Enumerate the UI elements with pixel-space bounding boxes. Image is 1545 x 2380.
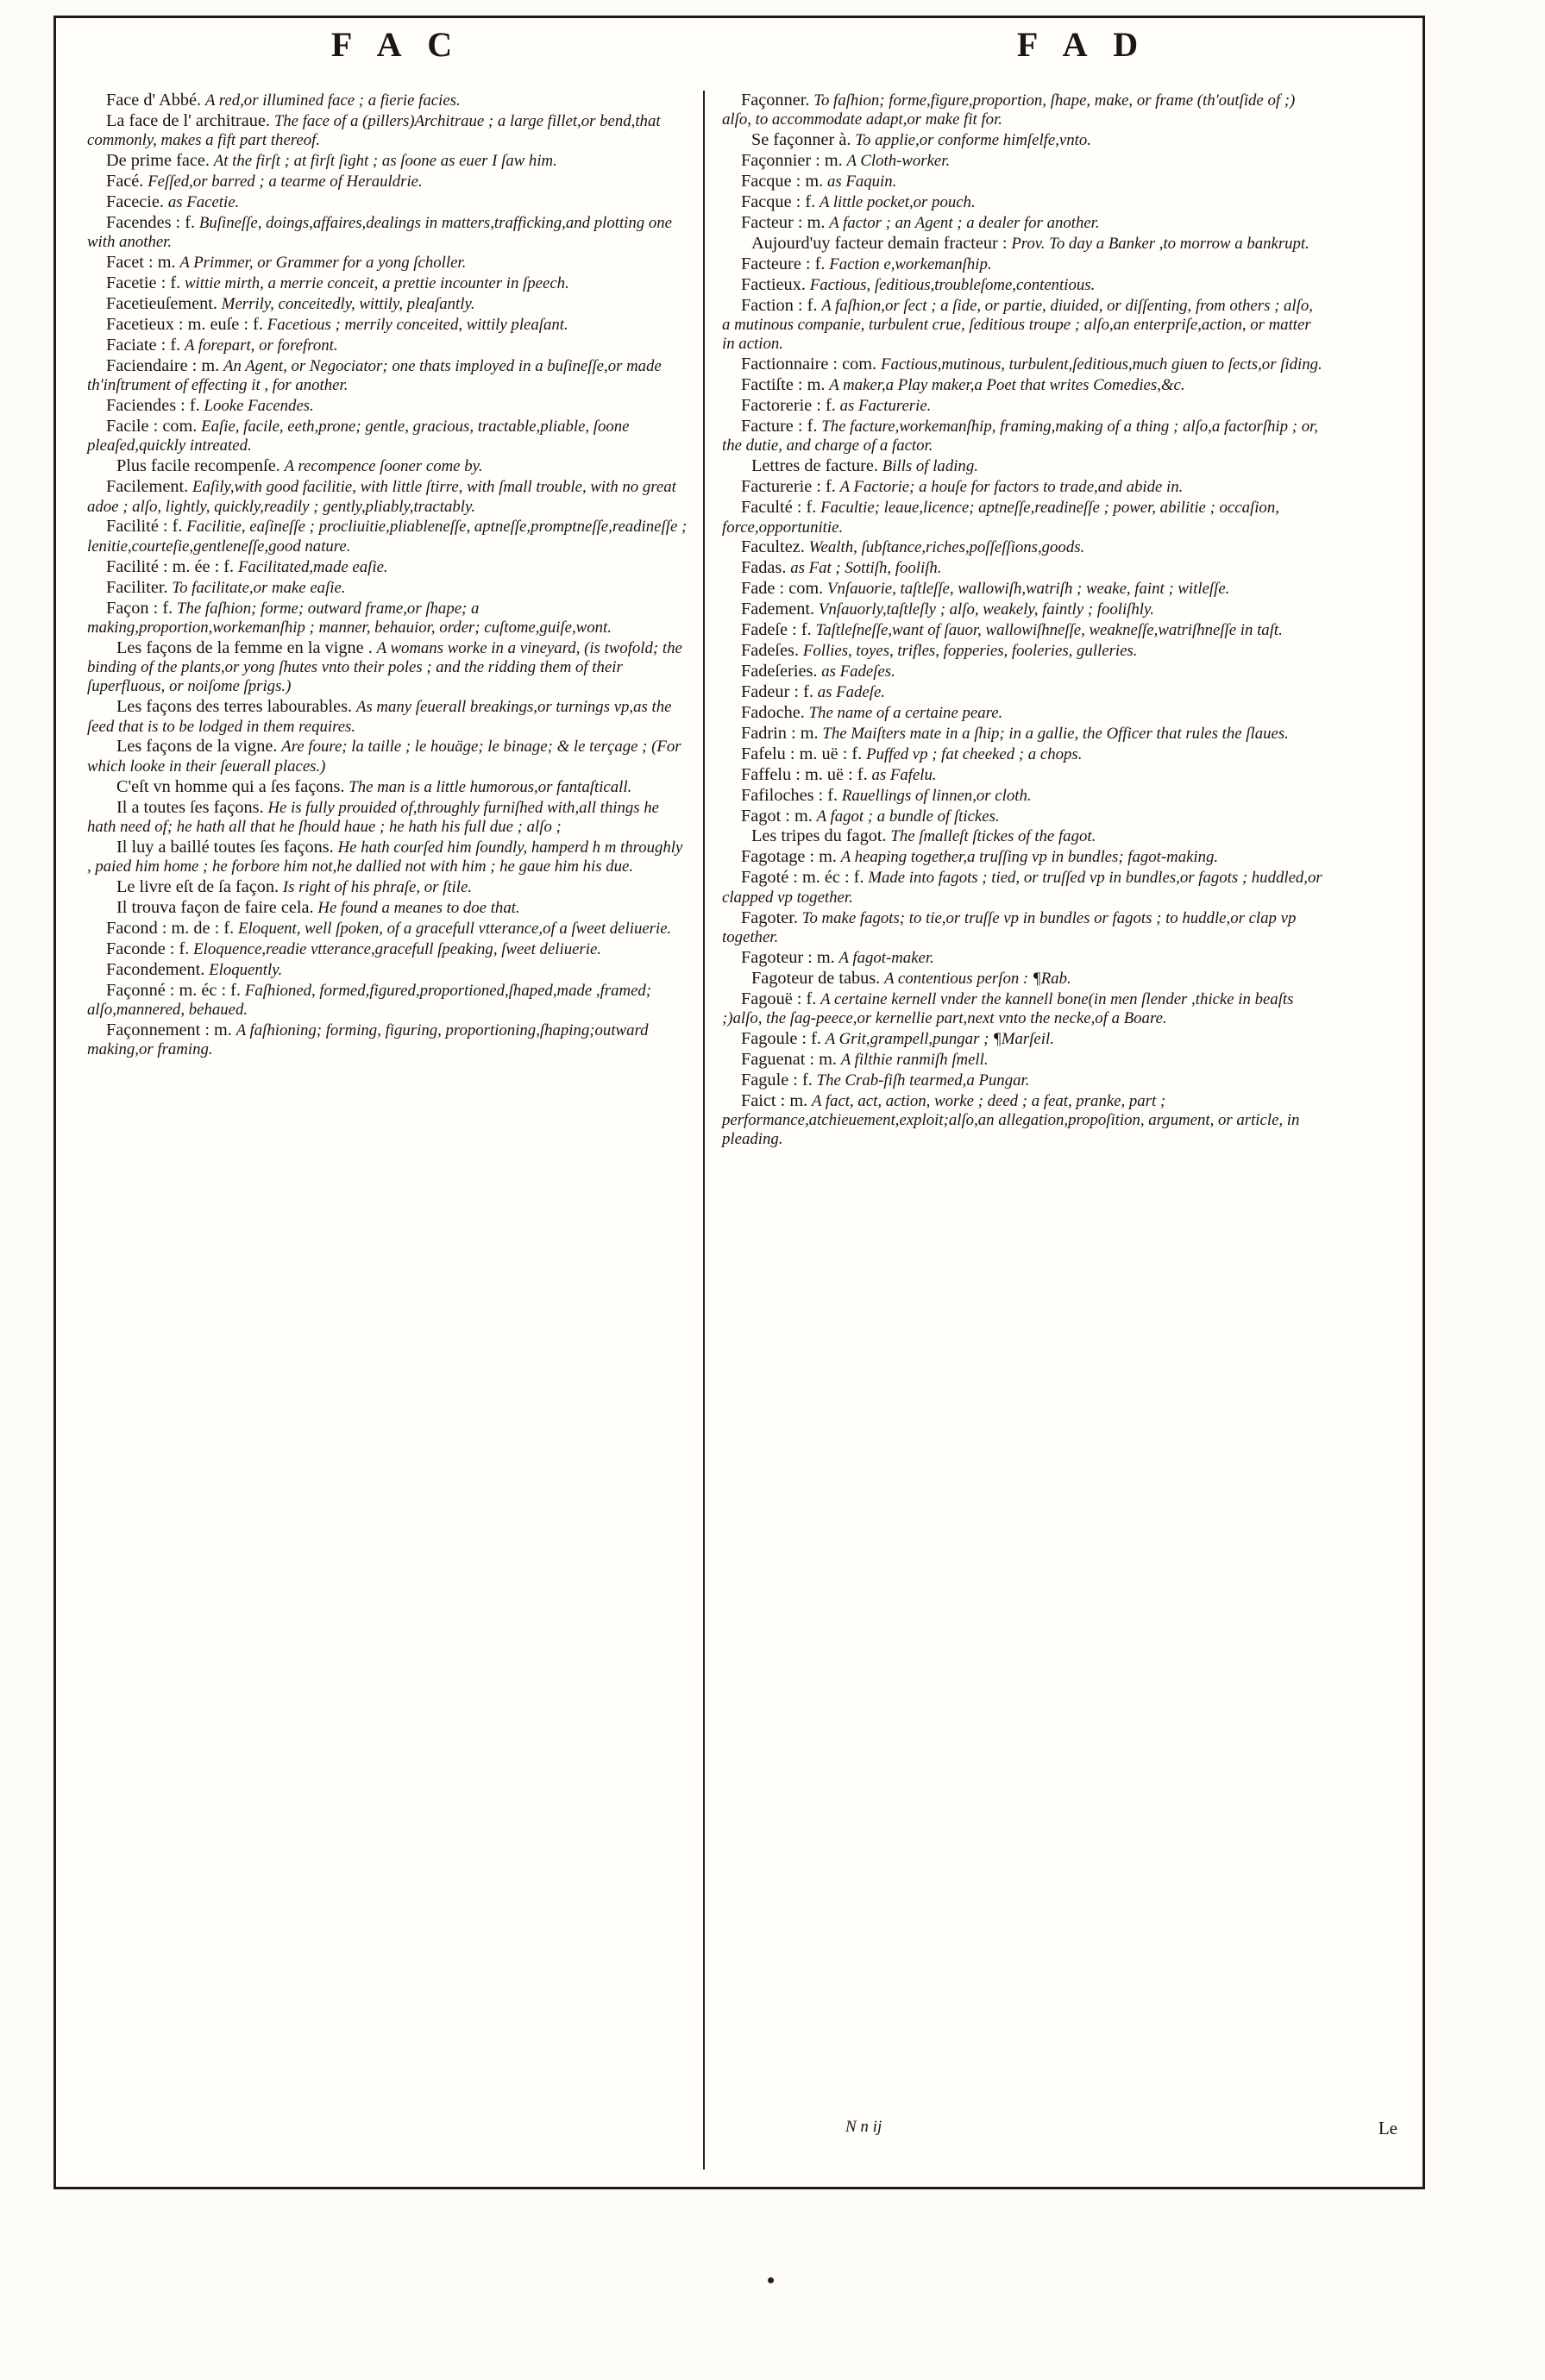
- dictionary-entry: [87, 336, 688, 355]
- entry-definition: Looke Facendes.: [204, 397, 314, 416]
- entry-headword: Les façons de la femme en la vigne .: [116, 637, 373, 657]
- entry-headword: Faconde : f.: [106, 939, 190, 958]
- entry-definition: He hath courſed him ſoundly, hamperd h m throughly , paied him home ; he forbore him not,he dallied not with him ; he gaue him his due.: [87, 838, 683, 876]
- running-head-left: F A C: [330, 25, 462, 64]
- entry-headword: Faffelu : m. uë : f.: [741, 764, 868, 784]
- dictionary-entry: [87, 172, 688, 192]
- text-columns: [82, 91, 1402, 2170]
- entry-definition: A fagot-maker.: [838, 948, 934, 967]
- dictionary-entry: [722, 847, 1322, 867]
- dictionary-entry: [87, 557, 688, 577]
- dictionary-entry: [722, 579, 1322, 599]
- entry-definition: as Fafelu.: [871, 765, 937, 784]
- entry-definition: A faſhion,or ſect ; a ſide, or partie, diuided, or diſſenting, from others ; alſo, a mutinous companie, turbulent crue, ſeditious troupe ; alſo,an enterpriſe,action, or matter in action.: [722, 296, 1313, 354]
- entry-definition: The faſhion; forme; outward frame,or ſhape; a making,proportion,workemanſhip ; manner, behauior, order; cuſtome,guiſe,wont.: [87, 599, 612, 637]
- dictionary-entry: [87, 697, 688, 737]
- print-speck: [768, 2277, 774, 2283]
- entry-definition: To make fagots; to tie,or truſſe vp in bundles or fagots ; to huddle,or clap vp together.: [722, 908, 1297, 946]
- entry-headword: Fadeſes.: [741, 641, 800, 661]
- entry-headword: Factorerie : f.: [741, 396, 836, 416]
- entry-definition: A fact, act, action, worke ; deed ; a feat, pranke, part ; performance,atchieuement,exploit;alſo,an allegation,propoſition, argument, or article, in pleading.: [722, 1091, 1300, 1149]
- dictionary-entry: [722, 807, 1322, 826]
- running-head: [53, 24, 1425, 85]
- entry-definition: Puffed vp ; fat cheeked ; a chops.: [866, 744, 1083, 763]
- entry-headword: Fade : com.: [741, 579, 824, 599]
- dictionary-entry: [87, 798, 688, 838]
- entry-headword: Le livre eſt de ſa façon.: [116, 877, 279, 897]
- dictionary-entry: [87, 417, 688, 456]
- entry-definition: A factor ; an Agent ; a dealer for another.: [829, 213, 1100, 232]
- entry-headword: Plus facile recompenſe.: [116, 456, 280, 476]
- entry-headword: Facque : m.: [741, 172, 824, 192]
- entry-headword: Fadeur : f.: [741, 681, 813, 701]
- entry-definition: wittie mirth, a merrie conceit, a prettie incounter in ſpeech.: [184, 274, 569, 293]
- entry-headword: Fagotage : m.: [741, 847, 837, 867]
- entry-definition: Rauellings of linnen,or cloth.: [841, 786, 1032, 805]
- dictionary-entry: [87, 356, 688, 396]
- dictionary-entry: [87, 213, 688, 253]
- entry-headword: Facultez.: [741, 537, 805, 557]
- entry-headword: Facilité : m. ée : f.: [106, 556, 235, 576]
- entry-headword: La face de l' architraue.: [106, 110, 270, 130]
- entry-headword: Factiſte : m.: [741, 375, 826, 395]
- entry-definition: Prov. To day a Banker ,to morrow a bankrupt.: [1011, 234, 1309, 253]
- entry-definition: As many ſeuerall breakings,or turnings vp,as the ſeed that is to be lodged in them requires.: [87, 698, 672, 736]
- entry-definition: Eloquent, well ſpoken, of a gracefull vtterance,of a ſweet deliuerie.: [237, 919, 672, 938]
- dictionary-entry: [722, 662, 1322, 681]
- entry-headword: Fagouë : f.: [741, 989, 817, 1008]
- dictionary-entry: [722, 1050, 1322, 1070]
- entry-definition: Vnſauorie, taſtleſſe, wallowiſh,watriſh ; weake, faint ; witleſſe.: [827, 580, 1230, 599]
- entry-headword: Façon : f.: [106, 598, 173, 618]
- dictionary-entry: [722, 826, 1322, 846]
- entry-headword: Facile : com.: [106, 417, 198, 436]
- entry-headword: Fadas.: [741, 558, 787, 578]
- entry-headword: Fadeſe : f.: [741, 620, 812, 640]
- entry-headword: Fagoteur : m.: [741, 947, 835, 967]
- dictionary-entry: [722, 355, 1322, 374]
- entry-headword: Il a toutes ſes façons.: [116, 797, 264, 817]
- dictionary-entry: [722, 682, 1322, 702]
- dictionary-entry: [722, 130, 1322, 150]
- dictionary-entry: [722, 620, 1322, 640]
- entry-definition: Follies, toyes, trifles, fopperies, fooleries, gulleries.: [802, 642, 1138, 661]
- entry-headword: Se façonner à.: [751, 130, 851, 150]
- dictionary-entry: [87, 877, 688, 897]
- dictionary-entry: [87, 737, 688, 776]
- entry-definition: At the firſt ; at firſt ſight ; as ſoone as euer I ſaw him.: [213, 152, 557, 171]
- entry-definition: Made into fagots ; tied, or truſſed vp in bundles,or fagots ; huddled,or clapped vp together.: [722, 869, 1322, 907]
- entry-headword: Façonné : m. éc : f.: [106, 980, 242, 1000]
- entry-definition: A fagot ; a bundle of ſtickes.: [816, 807, 1000, 826]
- signature-mark: N n ij: [845, 2118, 882, 2136]
- entry-headword: Fagoule : f.: [741, 1028, 821, 1048]
- entry-definition: The Crab-fiſh tearmed,a Pungar.: [816, 1071, 1030, 1090]
- dictionary-entry: [722, 765, 1322, 785]
- entry-definition: The facture,workemanſhip, framing,making of a thing ; alſo,a factorſhip ; or, the dutie, and charge of a factor.: [722, 418, 1319, 455]
- entry-headword: Facet : m.: [106, 253, 176, 273]
- entry-definition: Bills of lading.: [882, 457, 978, 476]
- entry-definition: A Primmer, or Grammer for a yong ſcholler.: [179, 254, 467, 273]
- entry-definition: Eloquence,readie vtterance,gracefull ſpeaking, ſweet deliuerie.: [193, 939, 601, 958]
- entry-headword: Fafelu : m. uë : f.: [741, 744, 863, 763]
- entry-headword: Il trouva façon de faire cela.: [116, 897, 314, 917]
- entry-definition: A faſhioning; forming, figuring, proportioning,ſhaping;outward making,or framing.: [87, 1020, 649, 1059]
- entry-definition: Wealth, ſubſtance,riches,poſſeſſions,goods.: [808, 538, 1085, 557]
- entry-headword: Façonnement : m.: [106, 1020, 232, 1039]
- dictionary-entry: [722, 172, 1322, 192]
- dictionary-entry: [722, 1071, 1322, 1090]
- entry-headword: Face d' Abbé.: [106, 91, 202, 110]
- entry-headword: Factieux.: [741, 274, 806, 294]
- entry-definition: A filthie ranmiſh ſmell.: [840, 1050, 989, 1069]
- dictionary-entry: [87, 599, 688, 638]
- dictionary-entry: [87, 777, 688, 797]
- dictionary-entry: [722, 600, 1322, 619]
- dictionary-entry: [722, 868, 1322, 907]
- dictionary-entry: [722, 969, 1322, 989]
- dictionary-entry: [722, 477, 1322, 497]
- entry-headword: Les façons de la vigne.: [116, 737, 278, 757]
- entry-headword: Fagoté : m. éc : f.: [741, 868, 864, 888]
- entry-definition: The face of a (pillers)Architraue ; a large fillet,or bend,that commonly, makes a fift part thereof.: [87, 111, 661, 150]
- dictionary-entry: [87, 151, 688, 171]
- entry-definition: The man is a little humorous,or fantaſticall.: [349, 777, 632, 796]
- entry-headword: Façonner.: [741, 91, 810, 110]
- entry-definition: as Facturerie.: [839, 397, 932, 416]
- entry-headword: Lettres de facture.: [751, 456, 878, 476]
- entry-definition: Buſineſſe, doings,affaires,dealings in matters,trafficking,and plotting one with another.: [87, 213, 672, 252]
- entry-definition: A certaine kernell vnder the kannell bone(in men ſlender ,thicke in beaſts ;)alſo, the ſag-peece,or kernellie part,next vnto the necke,of a Boare.: [722, 989, 1294, 1028]
- entry-headword: Aujourd'uy facteur demain fracteur :: [751, 233, 1008, 253]
- entry-headword: Facque : f.: [741, 192, 816, 212]
- entry-definition: The name of a certaine peare.: [808, 703, 1003, 722]
- entry-definition: Factious, ſeditious,troubleſome,contentious.: [809, 275, 1096, 294]
- entry-headword: Facond : m. de : f.: [106, 918, 235, 938]
- entry-headword: Les tripes du fagot.: [751, 826, 887, 846]
- entry-definition: To applie,or conforme himſelfe,vnto.: [855, 131, 1091, 150]
- entry-headword: Facetie : f.: [106, 273, 181, 293]
- entry-headword: Facteur : m.: [741, 212, 826, 232]
- dictionary-entry: [87, 960, 688, 980]
- dictionary-entry: [722, 417, 1322, 456]
- entry-headword: Facture : f.: [741, 417, 818, 436]
- dictionary-entry: [87, 253, 688, 273]
- entry-definition: The Maiſters mate in a ſhip; in a gallie, the Officer that rules the ſlaues.: [822, 724, 1289, 743]
- entry-headword: Fadrin : m.: [741, 723, 819, 743]
- page-footer: [845, 2118, 1397, 2139]
- entry-definition: Faction e,workemanſhip.: [829, 254, 992, 273]
- entry-headword: Facturerie : f.: [741, 477, 836, 497]
- entry-headword: Faciate : f.: [106, 335, 181, 355]
- entry-definition: To facilitate,or make eaſie.: [172, 578, 346, 597]
- dictionary-entry: [722, 213, 1322, 233]
- dictionary-entry: [87, 638, 688, 697]
- dictionary-entry: [87, 294, 688, 314]
- dictionary-entry: [87, 981, 688, 1020]
- entry-definition: Vnſauorly,taſtleſly ; alſo, weakely, faintly ; fooliſhly.: [818, 600, 1154, 619]
- entry-definition: A womans worke in a vineyard, (is twofold; the binding of the plants,or yong ſhutes vnto their poles ; and the ridding them of their ſuperfluous, or noiſome ſprigs.): [87, 638, 682, 696]
- dictionary-entry: [87, 315, 688, 335]
- entry-headword: Faciendes : f.: [106, 396, 200, 416]
- entry-headword: Fadoche.: [741, 702, 805, 722]
- entry-headword: Facé.: [106, 172, 144, 192]
- entry-definition: Eloquently.: [209, 960, 283, 979]
- entry-definition: as Fadeſes.: [821, 662, 895, 681]
- dictionary-entry: [722, 151, 1322, 171]
- dictionary-entry: [722, 537, 1322, 557]
- entry-headword: Facilement.: [106, 477, 189, 497]
- dictionary-entry: [722, 375, 1322, 395]
- entry-definition: He found a meanes to doe that.: [317, 898, 520, 917]
- dictionary-entry: [722, 641, 1322, 661]
- entry-definition: A Grit,grampell,pungar ; ¶Marſeil.: [825, 1029, 1054, 1048]
- dictionary-entry: [87, 838, 688, 877]
- entry-headword: Faict : m.: [741, 1090, 808, 1110]
- entry-headword: De prime face.: [106, 151, 210, 171]
- column-left: [82, 91, 705, 2170]
- dictionary-entry: [722, 254, 1322, 274]
- dictionary-entry: [722, 558, 1322, 578]
- entry-headword: Fagoteur de tabus.: [751, 968, 881, 988]
- dictionary-entry: [722, 908, 1322, 948]
- entry-definition: A forepart, or forefront.: [184, 336, 338, 355]
- entry-definition: Facetious ; merrily conceited, wittily pleaſant.: [267, 316, 568, 334]
- dictionary-entry: [87, 477, 688, 517]
- dictionary-entry: [87, 91, 688, 110]
- entry-headword: C'eſt vn homme qui a ſes façons.: [116, 776, 345, 796]
- entry-definition: as Fat ; Sottiſh, fooliſh.: [790, 559, 942, 578]
- entry-headword: Facondement.: [106, 959, 205, 979]
- entry-definition: A red,or illumined face ; a fierie facies.: [204, 91, 461, 110]
- running-head-right: F A D: [1016, 25, 1148, 64]
- entry-definition: The ſmalleſt ſtickes of the fagot.: [890, 827, 1096, 846]
- dictionary-entry: [722, 234, 1322, 254]
- entry-headword: Fadement.: [741, 600, 815, 619]
- entry-definition: Factious,mutinous, turbulent,ſeditious,much giuen to ſects,or ſiding.: [880, 355, 1322, 374]
- dictionary-entry: [87, 192, 688, 212]
- entry-definition: A Cloth-worker.: [846, 152, 951, 171]
- entry-definition: Is right of his phraſe, or ſtile.: [282, 878, 473, 897]
- dictionary-entry: [87, 456, 688, 476]
- entry-headword: Fagule : f.: [741, 1070, 813, 1090]
- entry-headword: Les façons des terres labourables.: [116, 697, 353, 717]
- entry-definition: Faſhioned, formed,figured,proportioned,ſhaped,made ,framed; alſo,mannered, behaued.: [87, 981, 652, 1020]
- entry-headword: Faciliter.: [106, 577, 168, 597]
- entry-headword: Facteure : f.: [741, 254, 826, 273]
- entry-headword: Facetieuſement.: [106, 294, 217, 314]
- entry-definition: A heaping together,a truſſing vp in bundles; fagot-making.: [840, 848, 1219, 867]
- dictionary-entry: [87, 517, 688, 556]
- entry-definition: Eaſie, facile, eeth,prone; gentle, gracious, tractable,pliable, ſoone pleaſed,quickly intreated.: [87, 418, 630, 455]
- dictionary-entry: [87, 939, 688, 959]
- entry-headword: Facetieux : m. euſe : f.: [106, 315, 263, 334]
- dictionary-entry: [722, 1029, 1322, 1049]
- dictionary-entry: [722, 456, 1322, 476]
- dictionary-entry: [722, 1091, 1322, 1150]
- entry-definition: Eaſily,with good facilitie, with little ſtirre, with ſmall trouble, with no great adoe ; alſo, lightly, quickly,readily ; gently,pliably,tractably.: [87, 478, 676, 516]
- dictionary-entry: [87, 1020, 688, 1060]
- dictionary-entry: [87, 919, 688, 939]
- entry-definition: Merrily, conceitedly, wittily, pleaſantly.: [221, 295, 475, 314]
- entry-headword: Fafiloches : f.: [741, 785, 838, 805]
- entry-definition: A little pocket,or pouch.: [820, 193, 976, 212]
- entry-definition: An Agent, or Negociator; one thats imployed in a buſineſſe,or made th'inſtrument of effecting it , for another.: [87, 356, 662, 395]
- dictionary-entry: [722, 786, 1322, 806]
- dictionary-entry: [87, 578, 688, 598]
- entry-definition: He is fully prouided of,throughly furniſhed with,all things he hath need of; he hath all that he ſhould haue ; he hath his full due ; alſo ;: [87, 798, 659, 837]
- entry-headword: Facendes : f.: [106, 212, 196, 232]
- dictionary-entry: [722, 498, 1322, 537]
- entry-headword: Fadeſeries.: [741, 661, 818, 681]
- dictionary-entry: [722, 724, 1322, 744]
- dictionary-entry: [87, 111, 688, 151]
- entry-headword: Façonnier : m.: [741, 151, 843, 171]
- entry-definition: Facilitie, eaſineſſe ; procliuitie,pliableneſſe, aptneſſe,promptneſſe,readineſſe ; lenitie,courteſie,gentleneſſe,good nature.: [87, 518, 688, 556]
- column-right: [705, 91, 1328, 2170]
- entry-headword: Factionnaire : com.: [741, 355, 877, 374]
- dictionary-entry: [722, 703, 1322, 723]
- dictionary-entry: [722, 192, 1322, 212]
- entry-definition: A contentious perſon : ¶Rab.: [884, 969, 1071, 988]
- entry-headword: Faguenat : m.: [741, 1049, 837, 1069]
- dictionary-entry: [87, 898, 688, 918]
- dictionary-entry: [722, 275, 1322, 295]
- entry-definition: A Factorie; a houſe for factors to trade,and abide in.: [839, 478, 1184, 497]
- entry-headword: Faciendaire : m.: [106, 355, 220, 375]
- entry-headword: Faction : f.: [741, 295, 818, 315]
- dictionary-entry: [722, 948, 1322, 968]
- entry-definition: Facultie; leaue,licence; aptneſſe,readineſſe ; power, abilitie ; occaſion, force,opportunitie.: [722, 499, 1279, 537]
- entry-definition: Are foure; la taille ; le houäge; le binage; & le terçage ; (For which looke in their ſeuerall places.): [87, 738, 681, 776]
- entry-definition: as Facetie.: [167, 193, 240, 212]
- entry-definition: A maker,a Play maker,a Poet that writes Comedies,&c.: [829, 376, 1185, 395]
- entry-definition: A recompence ſooner come by.: [284, 457, 483, 476]
- dictionary-entry: [722, 296, 1322, 355]
- entry-definition: Facilitated,made eaſie.: [237, 557, 388, 576]
- entry-headword: Facilité : f.: [106, 517, 183, 537]
- catchword: Le: [1378, 2118, 1397, 2138]
- entry-definition: as Fadeſe.: [817, 682, 885, 701]
- entry-headword: Faculté : f.: [741, 498, 817, 518]
- entry-headword: Fagoter.: [741, 907, 798, 927]
- entry-definition: To faſhion; forme,figure,proportion, ſhape, make, or frame (th'outſide of ;) alſo, to accommodate adapt,or make fit for.: [722, 91, 1296, 129]
- entry-headword: Fagot : m.: [741, 806, 813, 826]
- dictionary-entry: [722, 744, 1322, 764]
- entry-headword: Il luy a baillé toutes ſes façons.: [116, 837, 334, 857]
- entry-definition: Feſſed,or barred ; a tearme of Herauldrie.: [148, 173, 423, 192]
- dictionary-entry: [722, 91, 1322, 130]
- dictionary-entry: [87, 273, 688, 293]
- entry-definition: as Faquin.: [827, 173, 897, 192]
- entry-definition: Taſtleſneſſe,want of ſauor, wallowiſhneſſe, weakneſſe,watriſhneſſe in taſt.: [815, 621, 1283, 640]
- entry-headword: Facecie.: [106, 192, 164, 212]
- dictionary-entry: [722, 989, 1322, 1029]
- dictionary-entry: [87, 396, 688, 416]
- dictionary-entry: [722, 396, 1322, 416]
